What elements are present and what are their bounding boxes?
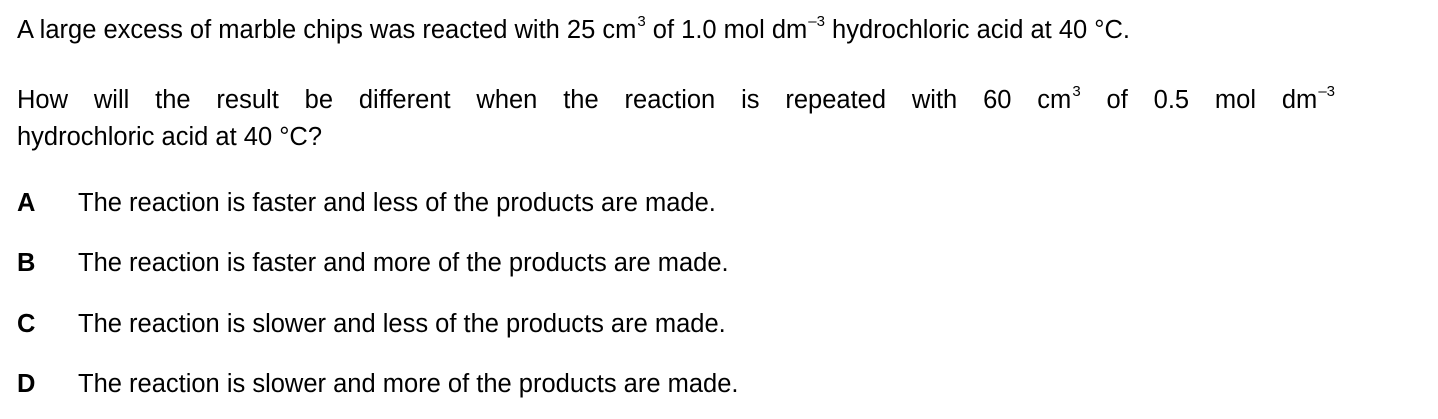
stem-text-3: hydrochloric acid at 40 °C. [824, 16, 1130, 44]
prompt-sup-volume: 3 [1072, 82, 1081, 100]
option-text: The reaction is faster and more of the products are made. [78, 249, 729, 277]
option-letter: A [17, 189, 36, 217]
option-text: The reaction is slower and more of the products are made. [78, 370, 739, 398]
question-stem [17, 12, 1130, 49]
stem-text-1: A large excess of marble chips was reacted with 25 cm [17, 16, 637, 44]
option-letter: C [17, 310, 36, 338]
prompt-text-2: of 0.5 mol dm [1080, 86, 1318, 114]
stem-sup-concentration: –3 [808, 12, 825, 30]
option-letter: B [17, 249, 36, 277]
prompt-sup-concentration: –3 [1318, 82, 1335, 100]
option-text: The reaction is faster and less of the products are made. [78, 189, 716, 217]
stem-sup-volume: 3 [637, 12, 646, 30]
question-prompt-line-1 [17, 82, 1335, 119]
option-letter: D [17, 370, 36, 398]
question-prompt-line-2: hydrochloric acid at 40 °C? [17, 123, 323, 151]
stem-text-2: of 1.0 mol dm [645, 16, 808, 44]
option-text: The reaction is slower and less of the products are made. [78, 310, 726, 338]
prompt-text-1: How will the result be different when the reaction is repeated with 60 cm [17, 86, 1072, 114]
